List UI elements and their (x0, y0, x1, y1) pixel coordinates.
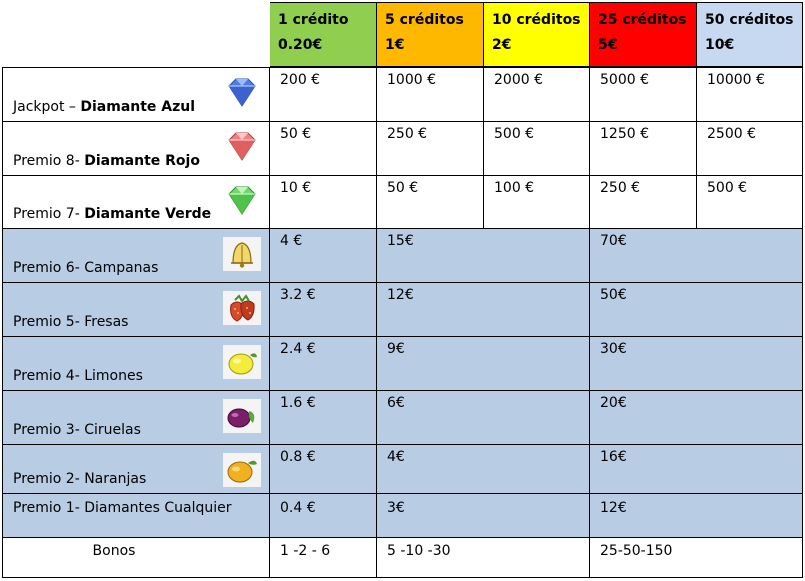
row-label-premio-4 (2, 337, 270, 391)
strawberry-icon (223, 291, 261, 325)
green-diamond-icon (223, 184, 261, 218)
value-cell: 20€ (590, 391, 803, 445)
row-label-premio-8 (2, 122, 270, 176)
value-cell: 5000 € (590, 67, 697, 122)
orange-icon (223, 453, 261, 487)
row-name: Diamante Verde (84, 206, 212, 222)
value-cell: 1250 € (590, 122, 697, 176)
value-cell: 12€ (590, 494, 803, 538)
header-credits: 25 créditos (598, 12, 687, 28)
row-prefix: Premio 8- (13, 153, 85, 169)
value-cell: 50 € (270, 122, 377, 176)
header-price: 10€ (705, 37, 735, 53)
value-cell: 5 -10 -30 (377, 538, 590, 578)
value-cell: 2.4 € (270, 337, 377, 391)
value-cell: 4 € (270, 229, 377, 283)
value-cell: 9€ (377, 337, 590, 391)
header-col-4 (590, 2, 697, 67)
bell-icon (223, 237, 261, 271)
value-cell: 15€ (377, 229, 590, 283)
header-price: 0.20€ (278, 37, 323, 53)
value-cell: 4€ (377, 445, 590, 494)
value-cell: 50 € (377, 176, 484, 229)
value-cell: 25-50-150 (590, 538, 803, 578)
row-label-premio-3 (2, 391, 270, 445)
value-cell: 30€ (590, 337, 803, 391)
row-name: Diamante Azul (80, 99, 196, 115)
lemon-icon (223, 345, 261, 379)
header-credits: 10 créditos (492, 12, 581, 28)
header-col-3 (484, 2, 590, 67)
row-label-premio-6 (2, 229, 270, 283)
blue-diamond-icon (223, 76, 261, 110)
header-col-1 (270, 2, 377, 67)
header-credits: 5 créditos (385, 12, 464, 28)
value-cell: 500 € (697, 176, 803, 229)
header-credits: 50 créditos (705, 12, 794, 28)
row-name: Diamante Rojo (84, 153, 200, 169)
row-label-jackpot (2, 67, 270, 122)
row-label-text: Premio 4- Limones (13, 368, 143, 384)
value-cell: 250 € (590, 176, 697, 229)
value-cell: 2000 € (484, 67, 590, 122)
plum-icon (223, 399, 261, 433)
row-prefix: Premio 7- (13, 206, 85, 222)
value-cell: 50€ (590, 283, 803, 337)
value-cell: 1.6 € (270, 391, 377, 445)
value-cell: 1 -2 - 6 (270, 538, 377, 578)
header-price: 5€ (598, 37, 618, 53)
value-cell: 250 € (377, 122, 484, 176)
row-label-premio-7 (2, 176, 270, 229)
header-price: 1€ (385, 37, 405, 53)
header-col-5 (697, 2, 803, 67)
red-diamond-icon (223, 130, 261, 164)
value-cell: 10000 € (697, 67, 803, 122)
row-label-premio-2 (2, 445, 270, 494)
value-cell: 10 € (270, 176, 377, 229)
row-label-premio-5 (2, 283, 270, 337)
row-label-text: Premio 1- Diamantes Cualquier (13, 500, 232, 516)
row-label-premio-1 (2, 494, 270, 538)
value-cell: 70€ (590, 229, 803, 283)
row-label-text: Premio 3- Ciruelas (13, 422, 141, 438)
row-label-text: Premio 2- Naranjas (13, 471, 147, 487)
value-cell: 0.8 € (270, 445, 377, 494)
value-cell: 2500 € (697, 122, 803, 176)
value-cell: 6€ (377, 391, 590, 445)
value-cell: 500 € (484, 122, 590, 176)
header-price: 2€ (492, 37, 512, 53)
value-cell: 200 € (270, 67, 377, 122)
value-cell: 0.4 € (270, 494, 377, 538)
value-cell: 3.2 € (270, 283, 377, 337)
value-cell: 3€ (377, 494, 590, 538)
header-credits: 1 crédito (278, 12, 349, 28)
header-col-2 (377, 2, 484, 67)
value-cell: 1000 € (377, 67, 484, 122)
value-cell: 100 € (484, 176, 590, 229)
row-label-bonos: Bonos (2, 538, 270, 578)
row-label-text: Premio 6- Campanas (13, 260, 159, 276)
row-label-text: Premio 5- Fresas (13, 314, 129, 330)
row-prefix: Jackpot – (13, 99, 81, 115)
value-cell: 12€ (377, 283, 590, 337)
value-cell: 16€ (590, 445, 803, 494)
